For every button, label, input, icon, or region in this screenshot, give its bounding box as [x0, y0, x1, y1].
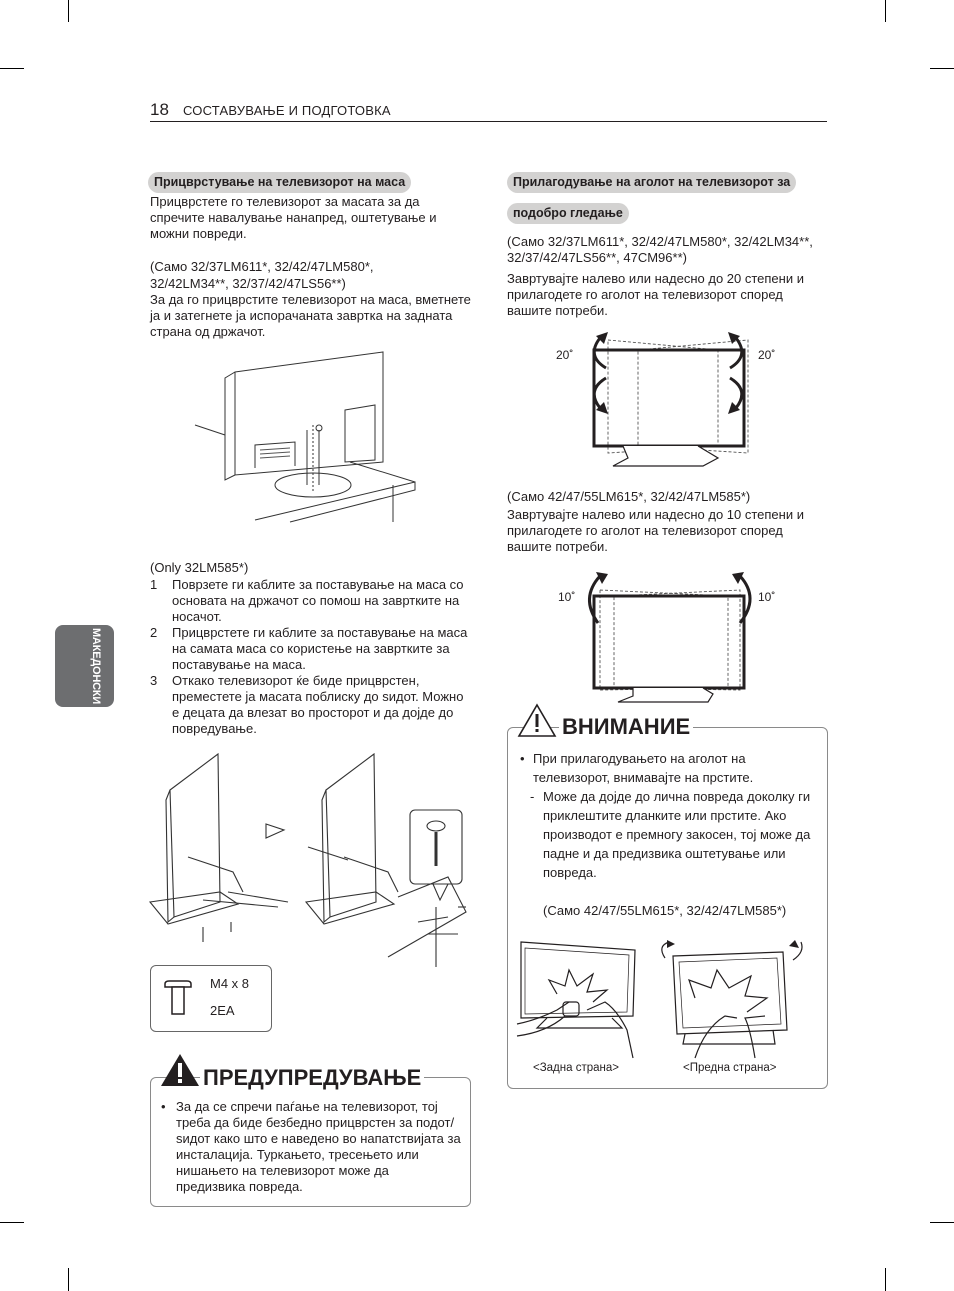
caption-front: <Предна страна>: [683, 1062, 777, 1074]
warning-title: ПРЕДУПРЕДУВАЊЕ: [200, 1065, 424, 1091]
left-models-line1: (Само 32/37LM611*, 32/42/47LM580*,: [150, 259, 374, 274]
list-item: 1 Поврзете ги каблите за поставување на маса со основата на држачот со помош на завртките на носачот.: [150, 577, 464, 624]
warning-text: За да се спречи паѓање на телевизорот, тој треба да биде безбедно прицврстен за подот/ѕидот како што е наведено во напатствијата за инсталација. Туркањето, тресењето или нишањето на телевизорот може да предизвика повреда.: [176, 1099, 461, 1194]
caution-dash: -: [530, 789, 535, 804]
caption-back: <Задна страна>: [533, 1062, 619, 1074]
crop-mark: [885, 0, 886, 22]
screw-icon: [163, 980, 193, 1016]
list-item: 3 Откако телевизорот ќе биде прицврстен, преместете ја масата поблиску до ѕидот. Можно е децата да влезат во просторот и да дојде до повредување.: [150, 673, 464, 736]
swivel-10-text: Завртувајте налево или надесно до 10 степени и прилагодете го аголот на телевизорот според вашите потреби.: [507, 507, 804, 554]
header-rule: [150, 121, 827, 122]
angle-20-right: 20˚: [758, 348, 776, 362]
warning-bullet: •: [161, 1099, 166, 1114]
left-heading: Прицврстување на телевизорот на маса: [148, 172, 411, 193]
crop-mark: [885, 1268, 886, 1291]
crop-mark: [68, 1268, 69, 1291]
swivel-20-illustration: [578, 328, 778, 473]
right-heading-line2: подобро гледање: [507, 203, 629, 224]
swivel-20-text: Завртувајте налево или надесно до 20 степени и прилагодете го аголот на телевизорот според вашите потреби.: [507, 271, 804, 318]
caution-bullet: •: [520, 751, 525, 766]
angle-20-left: 20˚: [556, 348, 574, 362]
caution-models: (Само 42/47/55LM615*, 32/42/47LM585*): [543, 903, 787, 918]
caution-triangle-icon: [518, 704, 556, 737]
section-title: СОСТАВУВАЊЕ И ПОДГОТОВКА: [183, 103, 391, 118]
angle-10-right: 10˚: [758, 590, 776, 604]
screw-qty: 2EA: [210, 1003, 235, 1018]
language-tab-label: МАКЕДОНСКИ: [90, 627, 102, 705]
back-side-hands-illustration: [517, 940, 639, 1060]
steps-list: [150, 577, 472, 737]
front-side-hands-illustration: [655, 938, 810, 1060]
caution-text: При прилагодувањето на аголот на телевизорот, внимавајте на прстите.: [533, 751, 754, 785]
right-models-3: (Само 42/47/55LM615*, 32/42/47LM585*): [507, 489, 751, 504]
crop-mark: [930, 68, 954, 69]
angle-10-left: 10˚: [558, 590, 576, 604]
page-number: 18: [150, 100, 169, 119]
left-models-line2: 32/42LM34**, 32/37/42/47LS56**): [150, 276, 346, 291]
swivel-10-illustration: [578, 568, 778, 708]
left-instruction: За да го прицврстите телевизорот на маса, вметнете ја и затегнете ја испорачаната завртка на задната страна од држачот.: [150, 292, 471, 339]
caution-title: ВНИМАНИЕ: [559, 714, 693, 740]
crop-mark: [68, 0, 69, 22]
warning-triangle-icon: [160, 1053, 200, 1087]
crop-mark: [0, 1222, 24, 1223]
right-models-2: (Само 32/37LM611*, 32/42/47LM580*, 32/42LM34**, 32/37/42/47LS56**, 47CM96**): [507, 234, 813, 265]
right-heading-line1: Прилагодување на аголот на телевизорот за: [507, 172, 796, 193]
caution-subtext: Може да дојде до лична повреда доколку ги приклештите дланките или прстите. Ако производот е премногу закосен, тој може да падне и да предизвика оштетување или повреда.: [543, 789, 811, 880]
language-tab: [55, 625, 114, 707]
crop-mark: [930, 1222, 954, 1223]
list-item: 2 Прицврстете ги каблите за поставување на маса на самата маса со користење на завртките за поставување на маса.: [150, 625, 468, 672]
table-cable-illustration: [148, 752, 473, 967]
left-intro: Прицврстете го телевизорот за масата за да спречите навалување нанапред, оштетување и можни повреди.: [150, 194, 437, 241]
tv-table-screw-illustration: [195, 350, 420, 525]
only-model-note: (Only 32LM585*): [150, 560, 249, 575]
screw-spec: M4 x 8: [210, 976, 250, 991]
crop-mark: [0, 68, 24, 69]
